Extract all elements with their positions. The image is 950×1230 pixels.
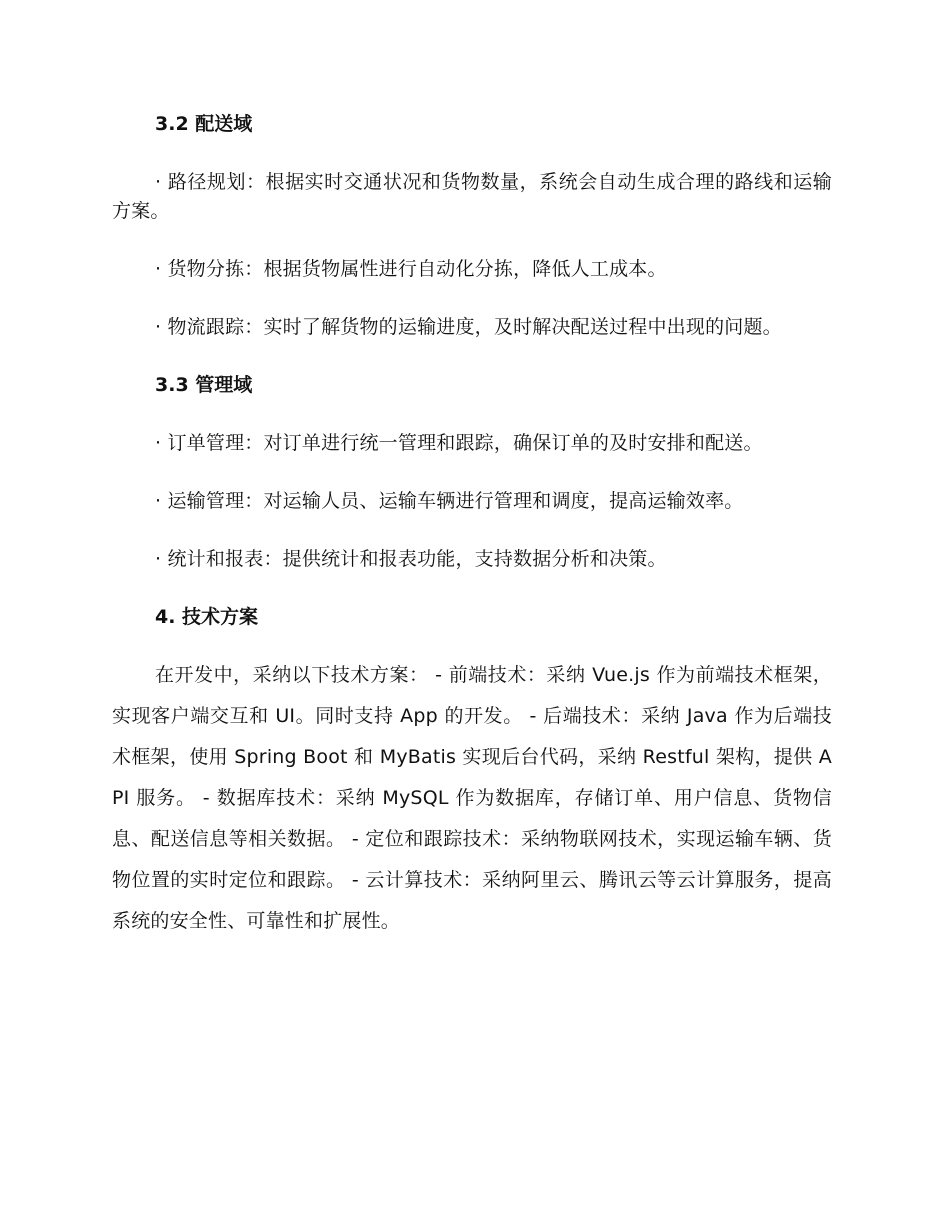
bullet-route-planning: · 路径规划：根据实时交通状况和货物数量，系统会自动生成合理的路线和运输方案。 [112,171,832,222]
section-heading: 3.3 管理域 [155,374,253,396]
document-page [112,110,832,971]
section-heading: 4. 技术方案 [155,606,259,628]
bullet-cargo-sorting: · 货物分拣：根据货物属性进行自动化分拣，降低人工成本。 [155,258,667,280]
bullet-transport-management: · 运输管理：对运输人员、运输车辆进行管理和调度，提高运输效率。 [155,490,744,512]
section-delivery-domain [112,110,832,342]
bullet-logistics-tracking: · 物流跟踪：实时了解货物的运输进度，及时解决配送过程中出现的问题。 [155,316,782,338]
section-technical-plan [112,603,832,942]
technical-plan-paragraph: 在开发中，采纳以下技术方案： - 前端技术：采纳 Vue.js 作为前端技术框架，实现客户端交互和 UI。同时支持 App 的开发。 - 后端技术：采纳 Java 作为后端技术框架，使用 Spring Boot 和 MyBatis 实现后台代码，采纳 Restful 架构，提供 API 服务。 - 数据库技术：采纳 MySQL 作为数据库，存储订单、用户信息、货物信息、配送信息等相关数据。 - 定位和跟踪技术：采纳物联网技术，实现运输车辆、货物位置的实时定位和跟踪。 - 云计算技术：采纳阿里云、腾讯云等云计算服务，提高系统的安全性、可靠性和扩展性。 [112,664,832,932]
bullet-statistics-reports: · 统计和报表：提供统计和报表功能，支持数据分析和决策。 [155,548,667,570]
section-management-domain [112,371,832,574]
section-heading: 3.2 配送域 [155,113,253,135]
bullet-order-management: · 订单管理：对订单进行统一管理和跟踪，确保订单的及时安排和配送。 [155,432,763,454]
